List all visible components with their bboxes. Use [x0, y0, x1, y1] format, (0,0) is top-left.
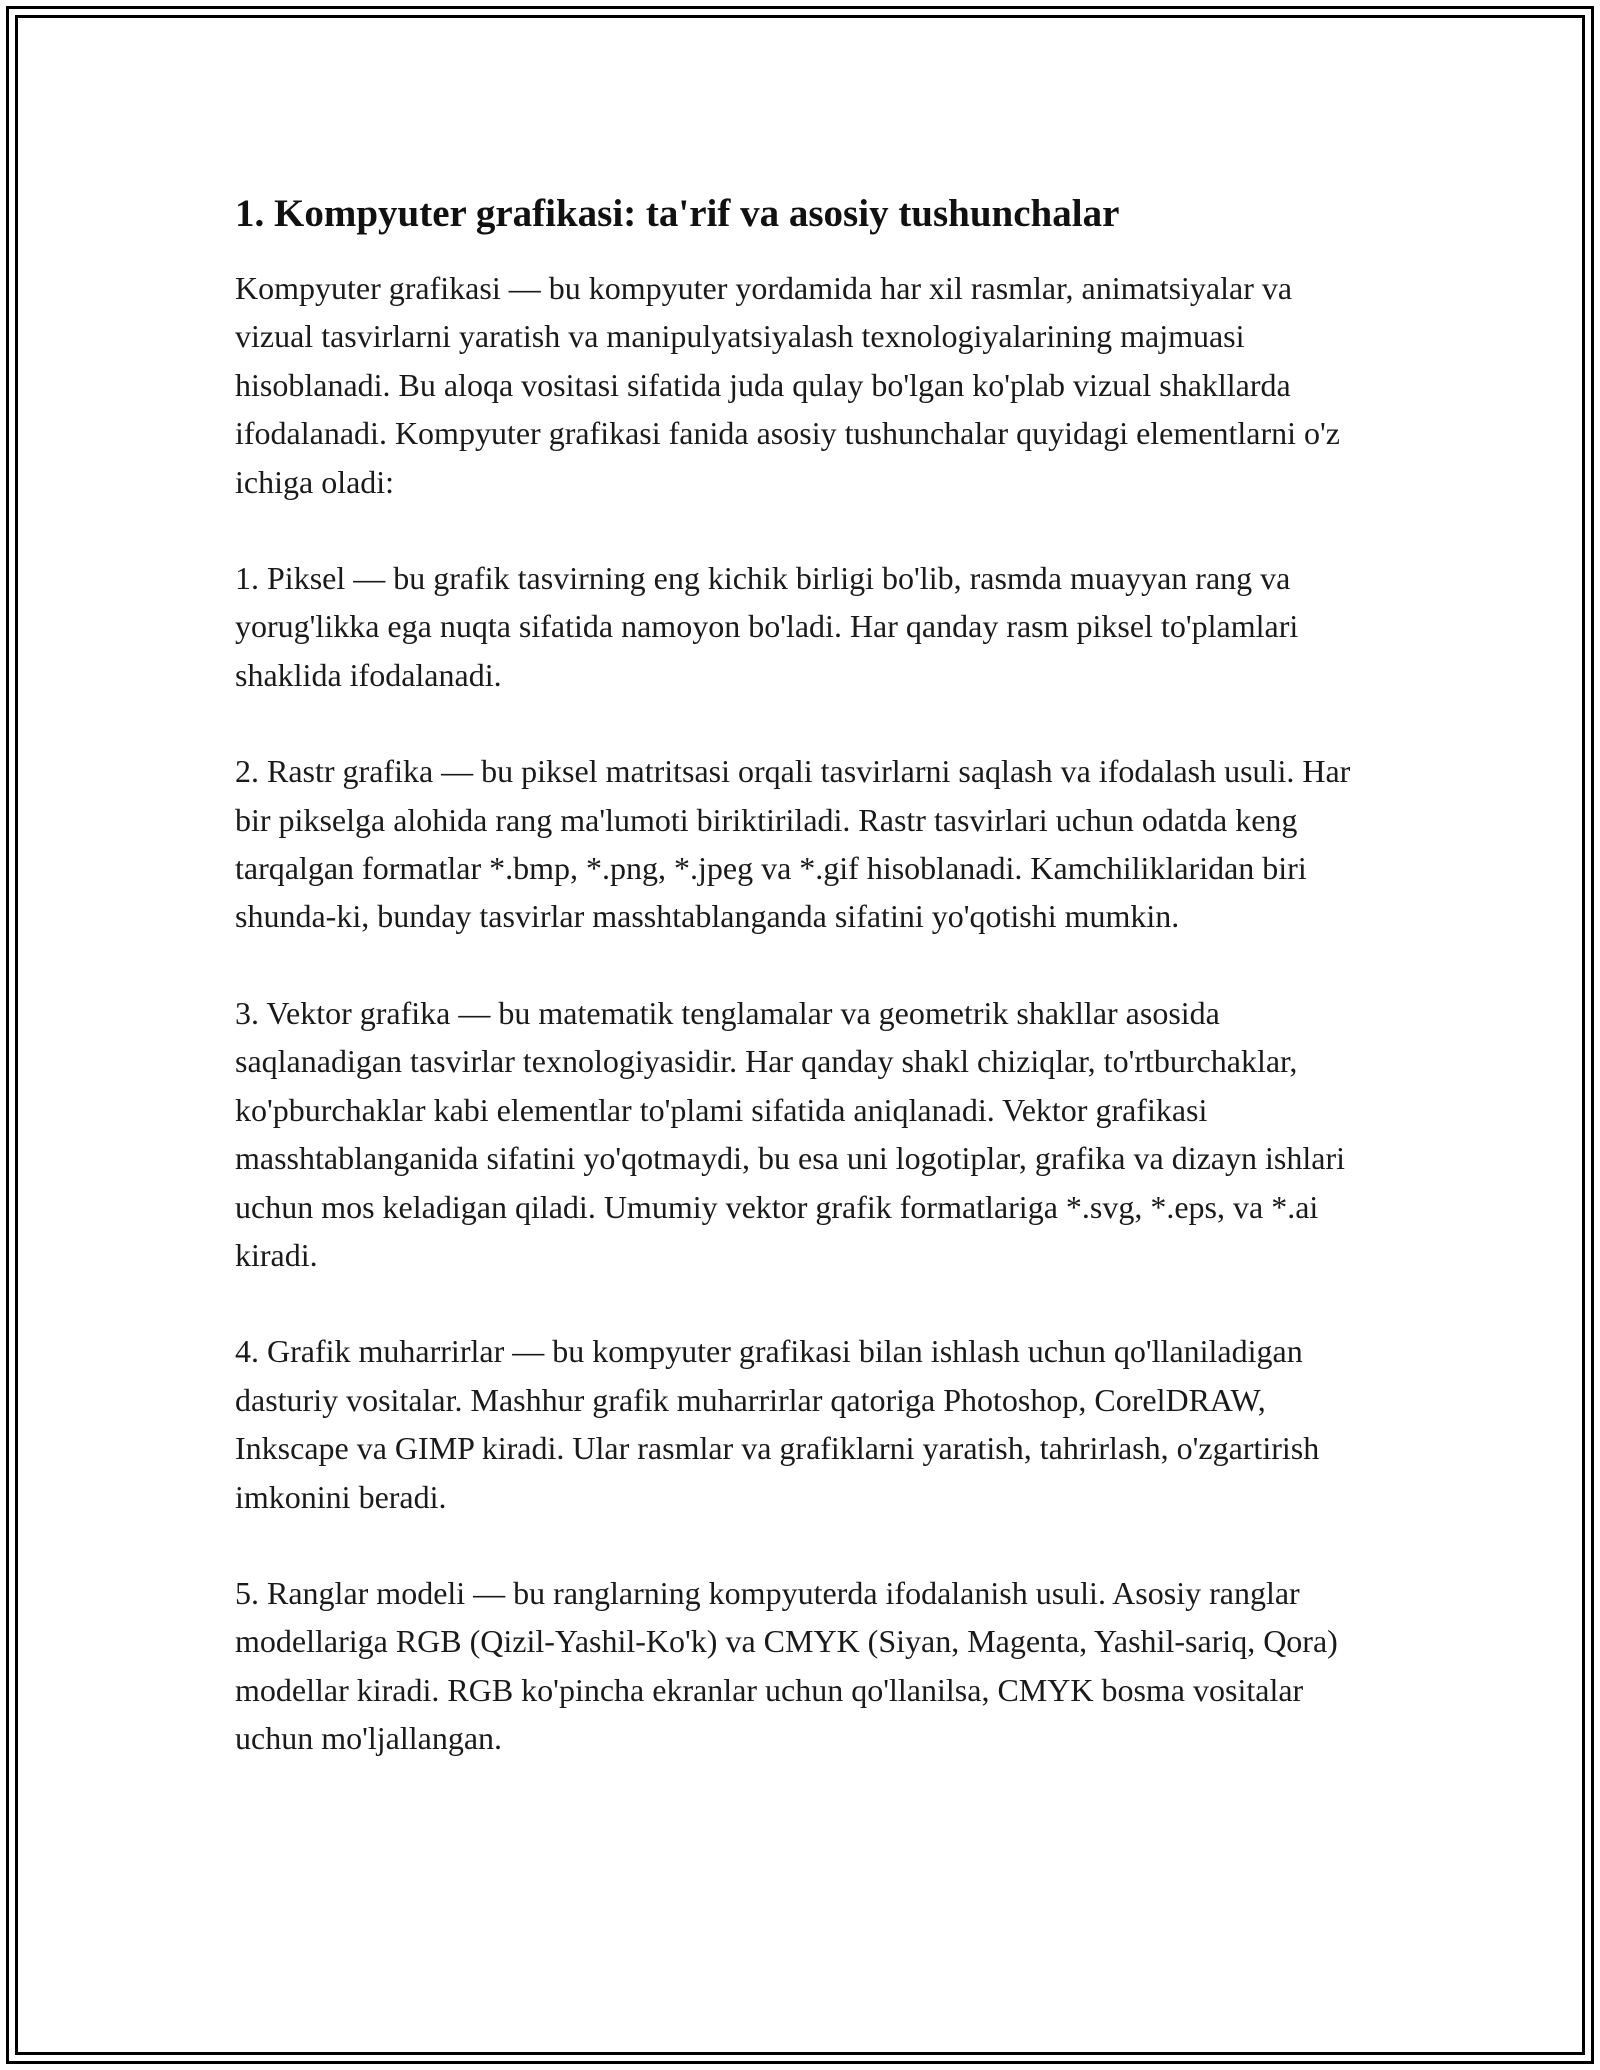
list-item-rastr-grafika: 2. Rastr grafika — bu piksel matritsasi orqali tasvirlarni saqlash va ifodalash usuli. Har bir pikselga alohida rang ma'lumoti biriktiriladi. Rastr tasvirlari uchun odatda keng tarqalgan formatlar *.bmp, *.png, *.jpeg va *.gif hisoblanadi. Kamchiliklaridan biri shunda-ki, bunday tasvirlar masshtablanganda sifatini yo'qotishi mumkin.	[235, 753, 1351, 935]
section-heading: 1. Kompyuter grafikasi: ta'rif va asosiy tushunchalar	[235, 192, 1120, 235]
intro-paragraph: Kompyuter grafikasi — bu kompyuter yordamida har xil rasmlar, animatsiyalar va vizual tasvirlarni yaratish va manipulyatsiyalash texnologiyalarining majmuasi hisoblanadi. Bu aloqa vositasi sifatida juda qulay bo'lgan ko'plab vizual shakllarda ifodalanadi. Kompyuter grafikasi fanida asosiy tushunchalar quyidagi elementlarni o'z ichiga oladi:	[235, 270, 1340, 500]
document-body	[235, 186, 1375, 1763]
list-item-piksel: 1. Piksel — bu grafik tasvirning eng kichik birligi bo'lib, rasmda muayyan rang va yorug'likka ega nuqta sifatida namoyon bo'ladi. Har qanday rasm piksel to'plamlari shaklida ifodalanadi.	[235, 560, 1299, 693]
list-item-vektor-grafika: 3. Vektor grafika — bu matematik tenglamalar va geometrik shakllar asosida saqlanadigan tasvirlar texnologiyasidir. Har qanday shakl chiziqlar, to'rtburchaklar, ko'pburchaklar kabi elementlar to'plami sifatida aniqlanadi. Vektor grafikasi masshtablanganida sifatini yo'qotmaydi, bu esa uni logotiplar, grafika va dizayn ishlari uchun mos keladigan qiladi. Umumiy vektor grafik formatlariga *.svg, *.eps, va *.ai kiradi.	[235, 994, 1345, 1273]
list-item-grafik-muharrirlar: 4. Grafik muharrirlar — bu kompyuter grafikasi bilan ishlash uchun qo'llaniladigan dasturiy vositalar. Mashhur grafik muharrirlar qatoriga Photoshop, CorelDRAW, Inkscape va GIMP kiradi. Ular rasmlar va grafiklarni yaratish, tahrirlash, o'zgartirish imkonini beradi.	[235, 1333, 1320, 1515]
list-item-ranglar-modeli: 5. Ranglar modeli — bu ranglarning kompyuterda ifodalanish usuli. Asosiy ranglar modellariga RGB (Qizil-Yashil-Ko'k) va CMYK (Siyan, Magenta, Yashil-sariq, Qora) modellar kiradi. RGB ko'pincha ekranlar uchun qo'llanilsa, CMYK bosma vositalar uchun mo'ljallangan.	[235, 1574, 1338, 1757]
